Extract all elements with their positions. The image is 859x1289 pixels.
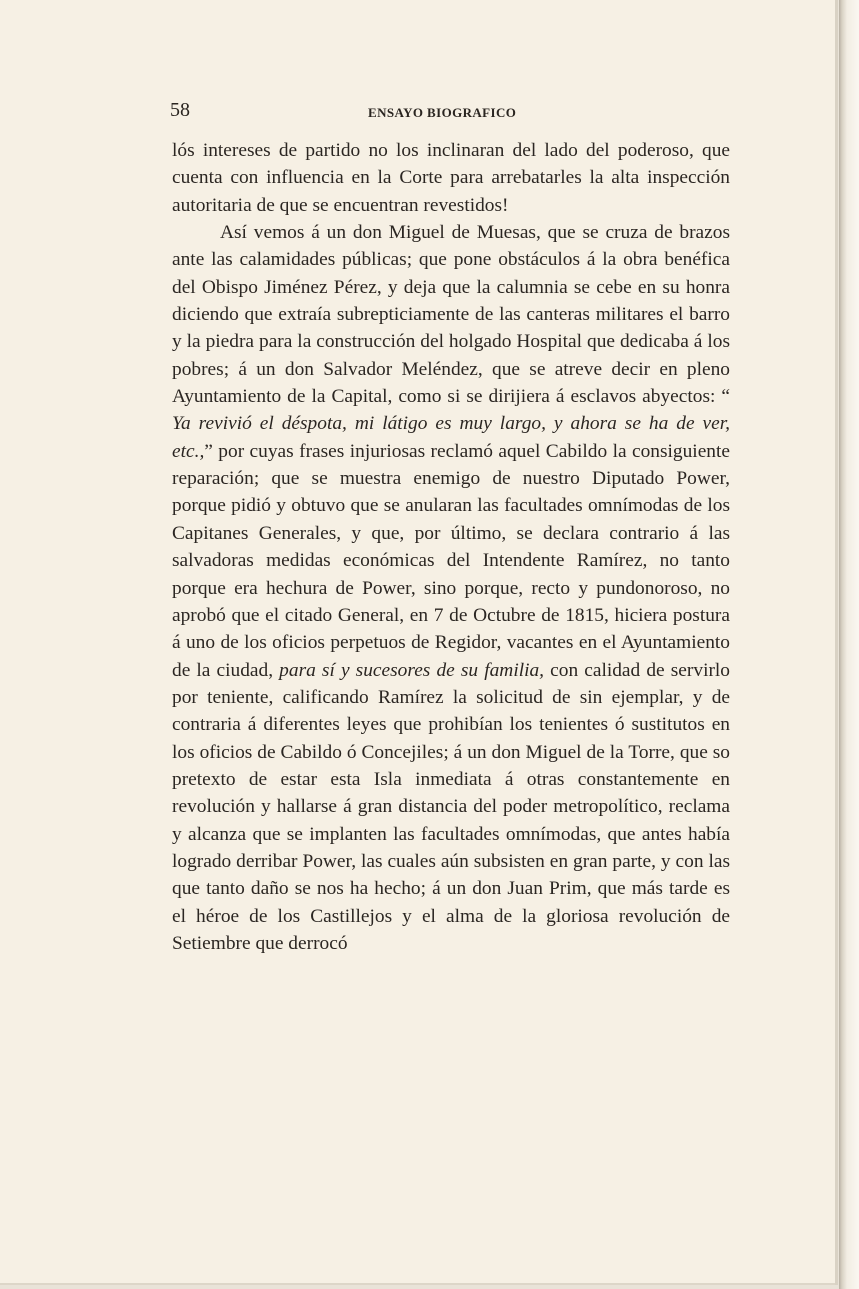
paragraph-1 xyxy=(172,137,730,219)
paragraph-2 xyxy=(172,219,730,957)
text-run: lós intereses de partido no los inclinaran del lado del poderoso, que cuenta con influencia en la Corte para arrebatarles la alta inspección autoritaria de que se encuentran revestidos! xyxy=(172,140,730,216)
page-edge xyxy=(839,0,859,1289)
body-text xyxy=(172,137,730,957)
page-number: 58 xyxy=(170,99,190,121)
page-header xyxy=(170,99,730,123)
text-run: con calidad de servirlo por teniente, calificando Ramírez la solicitud de sin ejemplar, y de contraria á diferentes leyes que prohibían los tenientes ó sustitutos en los oficios de Cabildo ó Concejiles; á un don Miguel de la Torre, que so pretexto de estar esta Isla inmediata á otras constantemente en revolución y hallarse á gran distancia del poder metropolítico, reclama y alcanza que se implanten las facultades omnímodas, que antes había logrado derribar Power, las cuales aún subsisten en gran parte, y con las que tanto daño se nos ha hecho; á un don Juan Prim, que más tarde es el héroe de los Castillejos y el alma de la gloriosa revolución de Setiembre que derrocó xyxy=(172,659,730,954)
italic-phrase: para sí y sucesores de su familia, xyxy=(279,659,545,681)
running-head: ENSAYO BIOGRAFICO xyxy=(368,105,517,120)
text-run: Así vemos á un don Miguel de Muesas, que se cruza de brazos ante las calamidades públicas; que pone obstáculos á la obra benéfica del Obispo Jiménez Pérez, y deja que la calumnia se cebe en su honra diciendo que extraía subrepticiamente de las canteras militares el barro y la piedra para la construcción del holgado Hospital que dedicaba á los pobres; á un don Salvador Meléndez, que se atreve decir en pleno Ayuntamiento de la Capital, como si se dirijiera á esclavos abyectos: “ xyxy=(172,222,730,408)
text-run: ” por cuyas frases injuriosas reclamó aquel Cabildo la consiguiente reparación; que se muestra enemigo de nuestro Diputado Power, porque pidió y obtuvo que se anularan las facultades omnímodas de los Capitanes Generales, y que, por último, se declara contrario á las salvadoras medidas económicas del Intendente Ramírez, no tanto porque era hechura de Power, sino porque, recto y pundonoroso, no aprobó que el citado General, en 7 de Octubre de 1815, hiciera postura á uno de los oficios perpetuos de Regidor, vacantes en el Ayuntamiento de la ciudad, xyxy=(172,440,730,681)
italic-quote: Ya revivió el déspota, mi látigo es muy largo, y ahora se ha de ver, etc., xyxy=(172,413,730,462)
